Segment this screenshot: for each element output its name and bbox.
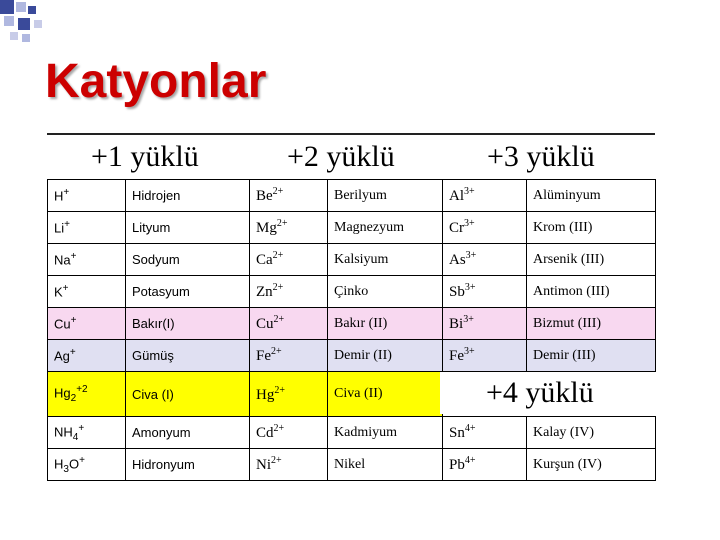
header-plus4: +4 yüklü <box>440 372 655 414</box>
ion-symbol: $Pb^{4+}$ <box>443 449 527 481</box>
ion-symbol: H+ <box>48 180 126 212</box>
table-row <box>48 212 656 244</box>
charge-headers <box>47 135 655 179</box>
header-plus2: +2 yüklü <box>287 140 395 173</box>
table-row <box>48 449 656 481</box>
ion-name: Bizmut (III) <box>527 308 656 340</box>
ion-name: Amonyum <box>126 417 250 449</box>
ion-symbol: $Be^{2+}$ <box>250 180 328 212</box>
ion-symbol: Cu+ <box>48 308 126 340</box>
header-plus1: +1 yüklü <box>91 140 199 173</box>
ion-symbol: $Sb^{3+}$ <box>443 276 527 308</box>
header-plus3: +3 yüklü <box>487 140 595 173</box>
ion-symbol: $Hg^{2+}$ <box>250 372 328 417</box>
ion-symbol: Ag+ <box>48 340 126 372</box>
ion-symbol: $Mg^{2+}$ <box>250 212 328 244</box>
ion-symbol: $Cu^{2+}$ <box>250 308 328 340</box>
ion-name: Hidrojen <box>126 180 250 212</box>
ion-symbol: $Cr^{3+}$ <box>443 212 527 244</box>
ion-name: Sodyum <box>126 244 250 276</box>
table-row <box>48 308 656 340</box>
ion-name: Berilyum <box>328 180 443 212</box>
ion-symbol: $H_3O^+$ <box>48 449 126 481</box>
ion-name: Arsenik (III) <box>527 244 656 276</box>
ion-name: Kadmiyum <box>328 417 443 449</box>
ion-name: Demir (II) <box>328 340 443 372</box>
ion-symbol: $Al^{3+}$ <box>443 180 527 212</box>
ion-symbol: Na+ <box>48 244 126 276</box>
ion-name: Magnezyum <box>328 212 443 244</box>
ion-name: Kurşun (IV) <box>527 449 656 481</box>
table-row <box>48 244 656 276</box>
ion-name: Antimon (III) <box>527 276 656 308</box>
ion-name: Lityum <box>126 212 250 244</box>
ion-symbol: $As^{3+}$ <box>443 244 527 276</box>
table-row <box>48 417 656 449</box>
corner-decoration <box>0 0 60 50</box>
table-row <box>48 276 656 308</box>
ion-name: Kalsiyum <box>328 244 443 276</box>
ion-symbol: $Fe^{2+}$ <box>250 340 328 372</box>
ion-name: Potasyum <box>126 276 250 308</box>
ion-name: Krom (III) <box>527 212 656 244</box>
table-row <box>48 180 656 212</box>
ion-symbol: $Fe^{3+}$ <box>443 340 527 372</box>
ion-symbol: $Sn^{4+}$ <box>443 417 527 449</box>
ion-name: Çinko <box>328 276 443 308</box>
ion-name: Civa (I) <box>126 372 250 417</box>
ion-symbol: Li+ <box>48 212 126 244</box>
cation-table <box>47 179 655 481</box>
ion-name: Civa (II) <box>328 372 443 417</box>
ion-symbol: K+ <box>48 276 126 308</box>
ion-name: Bakır(I) <box>126 308 250 340</box>
ion-name: Alüminyum <box>527 180 656 212</box>
ion-symbol: $Zn^{2+}$ <box>250 276 328 308</box>
ion-name: Nikel <box>328 449 443 481</box>
ion-name: Kalay (IV) <box>527 417 656 449</box>
ion-symbol: $Cd^{2+}$ <box>250 417 328 449</box>
table-row <box>48 340 656 372</box>
ion-symbol: $Hg_2^{+2}$ <box>48 372 126 417</box>
ion-name: Demir (III) <box>527 340 656 372</box>
ion-symbol: $Ca^{2+}$ <box>250 244 328 276</box>
ion-name: Bakır (II) <box>328 308 443 340</box>
page-title: Katyonlar <box>45 55 267 108</box>
ion-symbol: $NH_4^+$ <box>48 417 126 449</box>
ion-symbol: $Ni^{2+}$ <box>250 449 328 481</box>
ion-symbol: $Bi^{3+}$ <box>443 308 527 340</box>
ion-name: Hidronyum <box>126 449 250 481</box>
ion-name: Gümüş <box>126 340 250 372</box>
